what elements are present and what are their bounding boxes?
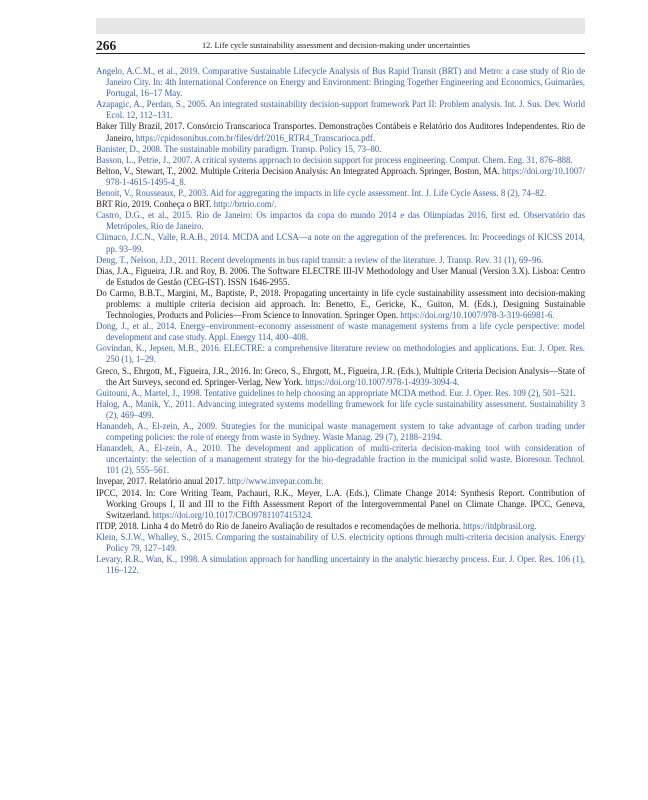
reference-entry[interactable] [96,399,585,421]
reference-text: IPCC, 2014. In: Core Writing Team, Pachauri, R.K., Meyer, L.A. (Eds.), Climate Change 2014: Synthesis Report. Contribution of Working Groups I, II and III to the Fifth Assessment Report of the Intergovernmental Panel on Climate Change. IPCC, Geneva, Switzerland. [96,487,585,520]
reference-link[interactable]: https://doi.org/10.1017/CBO9781107415324. [152,509,313,520]
reference-link[interactable]: http://brtrio.com/. [213,199,277,210]
reference-text: Halog, A., Manik, Y., 2011. Advancing integrated systems modelling framework for life cycle sustainability assessment. Sustainability 3 (2), 469–499. [96,398,585,420]
reference-text: Invepar, 2017. Relatório anual 2017. [96,476,228,487]
reference-entry[interactable] [96,155,585,166]
reference-text: Do Carmo, B.B.T., Margini, M., Baptiste, P., 2018. Propagating uncertainty in life cycle sustainability assessment into decision-making problems: a multiple criteria decision aid approach. In: Benetto, E., Gericke, K., Guiton, M. (Eds.), Designing Sustainable Technologies, Products and Policies—From Science to Innovation. Springer Open. [96,287,585,321]
reference-text: Dias, J.A., Figueira, J.R. and Roy, B. 2006. The Software ELECTRE III-IV Methodology and User Manual (Version 3.X). Lisboa: Centro de Estudos de Gestão (CEG-IST). ISSN 1646-2955. [96,265,585,287]
header-band [96,18,585,34]
reference-link[interactable]: https://itdpbrasil.org. [463,520,537,531]
reference-entry [96,366,585,388]
reference-text: BRT Rio, 2019. Conheça o BRT. [96,199,214,210]
page-header [96,37,585,54]
reference-text: Castro, D.G., et al., 2015. Rio de Janeiro: Os impactos da copa do mundo 2014 e das Olimpíadas 2016, first ed. Observatório das Metrópoles, Rio de Janeiro. [96,210,585,232]
reference-entry[interactable] [96,255,585,266]
reference-text: Hanandeh, A., El-zein, A., 2009. Strategies for the municipal waste management system to take advantage of carbon trading under competing policies: the role of energy from waste in Sydney. Waste Manag. 29 (7), 2188–2194. [96,421,585,443]
reference-link[interactable]: https://doi.org/10.1007/978-1-4615-1495-4_8. [106,165,585,187]
reference-link[interactable]: https://doi.org/10.1007/978-3-319-66981-6. [400,310,555,321]
reference-text: Clímaco, J.C.N., Valle, R.A.B., 2014. MCDA and LCSA—a note on the aggregation of the preferences. In: Proceedings of KICSS 2014, pp. 93–99. [96,232,585,254]
reference-entry[interactable] [96,99,585,121]
reference-text: Deng, T., Nelson, J.D., 2011. Recent developments in bus rapid transit: a review of the literature. J. Transp. Rev. 31 (1), 69–96. [96,254,544,265]
reference-text: Basson, L., Petrie, J., 2007. A critical systems approach to decision support for process engineering. Comput. Chem. Eng. 31, 876–888. [96,154,573,165]
reference-entry [96,166,585,188]
reference-text: Belton, V., Stewart, T., 2002. Multiple Criteria Decision Analysis: An Integrated Approach. Springer, Boston, MA. [96,165,503,176]
reference-link[interactable]: https://cpidosonibus.com.br/files/drf/2016_RTR4_Transcarioca.pdf. [135,132,376,143]
reference-entry [96,476,585,487]
reference-text: Hanandeh, A., El-zein, A., 2010. The development and application of multi-criteria decision-making tool with consideration of uncertainty: the selection of a management strategy for the bio-degradable fraction in the municipal solid waste. Bioresour. Technol. 101 (2), 555–561. [96,443,585,476]
reference-link[interactable]: http://www.invepar.com.br. [227,476,324,487]
reference-link[interactable]: https://doi.org/10.1007/978-1-4939-3094-4. [305,376,460,387]
reference-text: Benoit, V., Rousseaux, P., 2003. Aid for aggregating the impacts in life cycle assessment. Int. J. Life Cycle Assess. 8 (2), 74–82. [96,188,547,199]
reference-text: Klein, S.J.W., Whalley, S., 2015. Comparing the sustainability of U.S. electricity options through multi-criteria decision analysis. Energy Policy 79, 127–149. [96,531,585,554]
reference-text: Greco, S., Ehrgott, M., Figueira, J.R., 2016. In: Greco, S., Ehrgott, M., Figueira, J.R. (Eds.), Multiple Criteria Decision Analysis—State of the Art Surveys, second ed. Springer-Verlag, New York. [96,365,585,387]
reference-entry [96,488,585,521]
reference-text: Levary, R.R., Wan, K., 1998. A simulation approach for handling uncertainty in the analytic hierarchy process. Eur. J. Oper. Res. 106 (1), 116–122. [96,554,585,576]
reference-text: Baker Tilly Brazil, 2017. Consórcio Transcarioca Transportes. Demonstrações Contábeis e Relatório dos Auditores Independentes. Rio de Janeiro, [96,121,585,143]
reference-entry[interactable] [96,388,585,399]
reference-entry[interactable] [96,188,585,199]
reference-entry[interactable] [96,210,585,232]
reference-entry[interactable] [96,144,585,155]
reference-entry[interactable] [96,321,585,343]
reference-text: ITDP, 2018. Linha 4 do Metrô do Rio de Janeiro Avaliação de resultados e recomendações de melhoria. [96,520,464,531]
reference-entry [96,121,585,143]
reference-text: Azapagic, A., Perdan, S., 2005. An integrated sustainability decision-support framework Part II: Problem analysis. Int. J. Sus. Dev. World Ecol. 12, 112–131. [96,99,585,121]
reference-entry[interactable] [96,232,585,254]
reference-entry[interactable] [96,343,585,365]
reference-entry [96,199,585,210]
reference-text: Dong, J., et al., 2014. Energy–environment–economy assessment of waste management systems from a life cycle perspective: model development and case study. Appl. Energy 114, 400–408. [96,321,585,343]
reference-entry [96,288,585,321]
page-number: 266 [96,38,117,53]
reference-entry [96,521,585,532]
reference-text: Guitouni, A., Martel, J., 1998. Tentative guidelines to help choosing an appropriate MCDA method. Eur. J. Oper. Res. 109 (2), 501–521. [96,387,576,398]
reference-entry[interactable] [96,532,585,554]
reference-entry[interactable] [96,443,585,476]
reference-entry [96,266,585,288]
reference-text: Govindan, K., Jepsen, M.B., 2016. ELECTRE: a comprehensive literature review on methodologies and applications. Eur. J. Oper. Res. 250 (1), 1–29. [96,343,585,365]
reference-entry[interactable] [96,66,585,99]
running-head: 12. Life cycle sustainability assessment and decision-making under uncertainties [202,41,470,50]
reference-text: Banister, D., 2008. The sustainable mobility paradigm. Transp. Policy 15, 73–80. [96,143,382,154]
reference-list [96,66,585,576]
reference-entry[interactable] [96,554,585,576]
reference-text: Angelo, A.C.M., et al., 2019. Comparative Sustainable Lifecycle Analysis of Bus Rapid Transit (BRT) and Metro: a case study of Rio de Janeiro City. In: 4th International Conference on Energy and Environment: Bringing Together Engineering and Economics, Guimarães, Portugal, 16–17 May. [96,66,585,99]
reference-entry[interactable] [96,421,585,443]
